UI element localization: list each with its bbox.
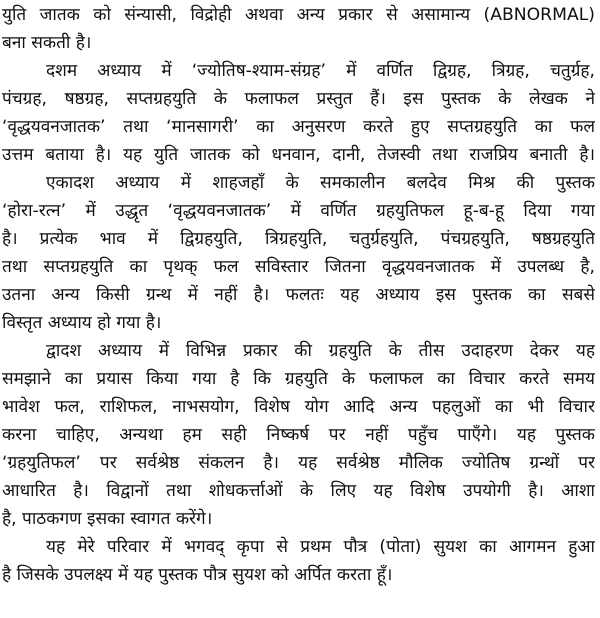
- text-line: है जिसके उपलक्ष्य में यह पुस्तक पौत्र सुयश को अर्पित करता हूँ।: [2, 565, 393, 585]
- text-line: तथा सप्तग्रहयुति का पृथक् फल सविस्तार जितना वृद्धयवनजातक में उपलब्ध है,: [2, 257, 595, 277]
- text-line: ‘होरा-रत्न’ में उद्धृत ‘वृद्धयवनजातक’ में वर्णित ग्रहयुतिफल हू-ब-हू दिया गया: [2, 201, 595, 221]
- text-line: भावेश फल, राशिफल, नाभसयोग, विशेष योग आदि अन्य पहलुओं का भी विचार: [2, 397, 595, 417]
- text-line: उत्तम बताया है। यह युति जातक को धनवान, दानी, तेजस्वी तथा राजप्रिय बनाती है।: [2, 145, 595, 165]
- text-line: पंचग्रह, षष्ठग्रह, सप्तग्रहयुति के फलाफल प्रस्तुत हैं। इस पुस्तक के लेखक ने: [2, 89, 595, 109]
- text-line: ‘वृद्धयवनजातक’ तथा ‘मानसागरी’ का अनुसरण करते हुए सप्तग्रहयुति का फल: [2, 117, 595, 137]
- text-line: द्वादश अध्याय में विभिन्न प्रकार की ग्रहयुति के तीस उदाहरण देकर यह: [46, 341, 595, 361]
- text-line: आधारित है। विद्वानों तथा शोधकर्त्ताओं के लिए यह विशेष उपयोगी है। आशा: [2, 481, 595, 501]
- text-line: समझाने का प्रयास किया गया है कि ग्रहयुति के फलाफल का विचार करते समय: [2, 369, 595, 389]
- text-line: है। प्रत्येक भाव में द्विग्रहयुति, त्रिग्रहयुति, चतुर्ग्रहयुति, पंचग्रहयुति, षष्ठग्रहयुति: [2, 229, 595, 249]
- text-line: यह मेरे परिवार में भगवद् कृपा से प्रथम पौत्र (पोता) सुयश का आगमन हुआ: [46, 537, 595, 557]
- text-line: उतना अन्य किसी ग्रन्थ में नहीं है। फलतः यह अध्याय इस पुस्तक का सबसे: [2, 285, 595, 305]
- text-line: है, पाठकगण इसका स्वागत करेंगे।: [2, 509, 213, 529]
- text-line: युति जातक को संन्यासी, विद्रोही अथवा अन्य प्रकार से असामान्य (ABNORMAL): [2, 5, 595, 25]
- text-line: विस्तृत अध्याय हो गया है।: [2, 313, 162, 333]
- text-line: ‘ग्रहयुतिफल’ पर सर्वश्रेष्ठ संकलन है। यह सर्वश्रेष्ठ मौलिक ज्योतिष ग्रन्थों पर: [2, 453, 595, 473]
- text-line: करना चाहिए, अन्यथा हम सही निष्कर्ष पर नहीं पहुँच पाएँगे। यह पुस्तक: [2, 425, 595, 445]
- text-line: बना सकती है।: [2, 33, 92, 53]
- text-line: एकादश अध्याय में शाहजहाँ के समकालीन बलदेव मिश्र की पुस्तक: [46, 173, 595, 193]
- text-line: दशम अध्याय में ‘ज्योतिष-श्याम-संग्रह’ में वर्णित द्विग्रह, त्रिग्रह, चतुर्ग्रह,: [46, 61, 595, 81]
